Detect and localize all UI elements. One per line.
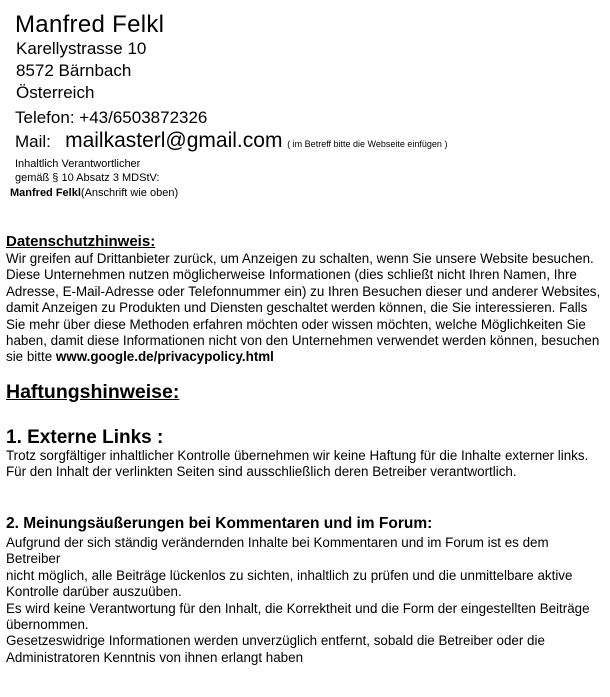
privacy-paragraph: Wir greifen auf Drittanbieter zurück, um Anzeigen zu schalten, wenn Sie unsere Website besuchen. Diese Unternehmen nutzen möglicherweise Informationen (dies schließt nicht Ihren Namen, Ihre Adresse, E-Mail-Adresse oder Telefonnummer ein) zu Ihren Besuchen dieser und anderer Websites, damit Anzeigen zu Produkten und Diensten geschaltet werden können, die Sie interessieren. Falls Sie mehr über diese Methoden erfahren möchten oder wissen möchten, welche Möglichkeiten Sie haben, damit diese Informationen nicht von den Unternehmen verwendet werden können, besuchen sie bitte [6,251,601,365]
responsible-label: Inhaltlich Verantwortlicher [15,158,141,170]
privacy-text [6,251,606,366]
mail-address: mailkasterl@gmail.com [65,129,283,152]
privacy-policy-link[interactable]: www.google.de/privacypolicy.html [55,349,274,365]
liability-heading: Haftungshinweise: [6,381,180,403]
mail-line [15,129,447,153]
comments-forum-heading: 2. Meinungsäußerungen bei Kommentaren und im Forum: [6,515,433,532]
external-links-text [6,448,606,481]
external-links-paragraph-1: Trotz sorgfältiger inhaltlicher Kontrolle übernehmen wir keine Haftung für die Inhalte externer links. [6,448,589,463]
phone-label: Telefon: [15,108,75,127]
privacy-heading: Datenschutzhinweis: [6,233,156,250]
comments-forum-text [6,535,606,666]
responsible-suffix: (Anschrift wie oben) [80,187,179,199]
external-links-heading: 1. Externe Links : [6,427,164,448]
responsible-person [10,187,178,199]
street-address: Karellystrasse 10 [16,39,147,58]
owner-name: Manfred Felkl [15,11,165,38]
responsible-name: Manfred Felkl [10,187,81,199]
responsible-law: gemäß § 10 Absatz 3 MDStV: [15,172,160,184]
comments-line-3: Es wird keine Verantwortung für den Inhalt, die Korrektheit und die Form der eingestellten Beiträge übernommen. [6,600,590,633]
phone-number: +43/6503872326 [79,108,208,127]
external-links-paragraph-2: Für den Inhalt der verlinkten Seiten sind ausschließlich deren Betreiber verantwortlich. [6,464,517,480]
country: Österreich [16,83,95,102]
mail-note: ( im Betreff bitte die Webseite einfügen ) [287,139,448,149]
phone-line [15,108,207,128]
city-address: 8572 Bärnbach [16,61,132,80]
mail-label: Mail: [15,132,51,151]
comments-line-1: Aufgrund der sich ständig verändernden Inhalte bei Kommentaren und im Forum ist es dem Betreiber [6,535,549,567]
comments-line-4: Gesetzeswidrige Informationen werden unverzüglich entfernt, sobald die Betreiber oder die Administratoren Kenntnis von ihnen erlangt haben [6,633,545,665]
comments-line-2: nicht möglich, alle Beiträge lückenlos zu sichten, inhaltlich zu prüfen und die unmittelbare aktive Kontrolle darüber auszuüben. [6,567,573,600]
